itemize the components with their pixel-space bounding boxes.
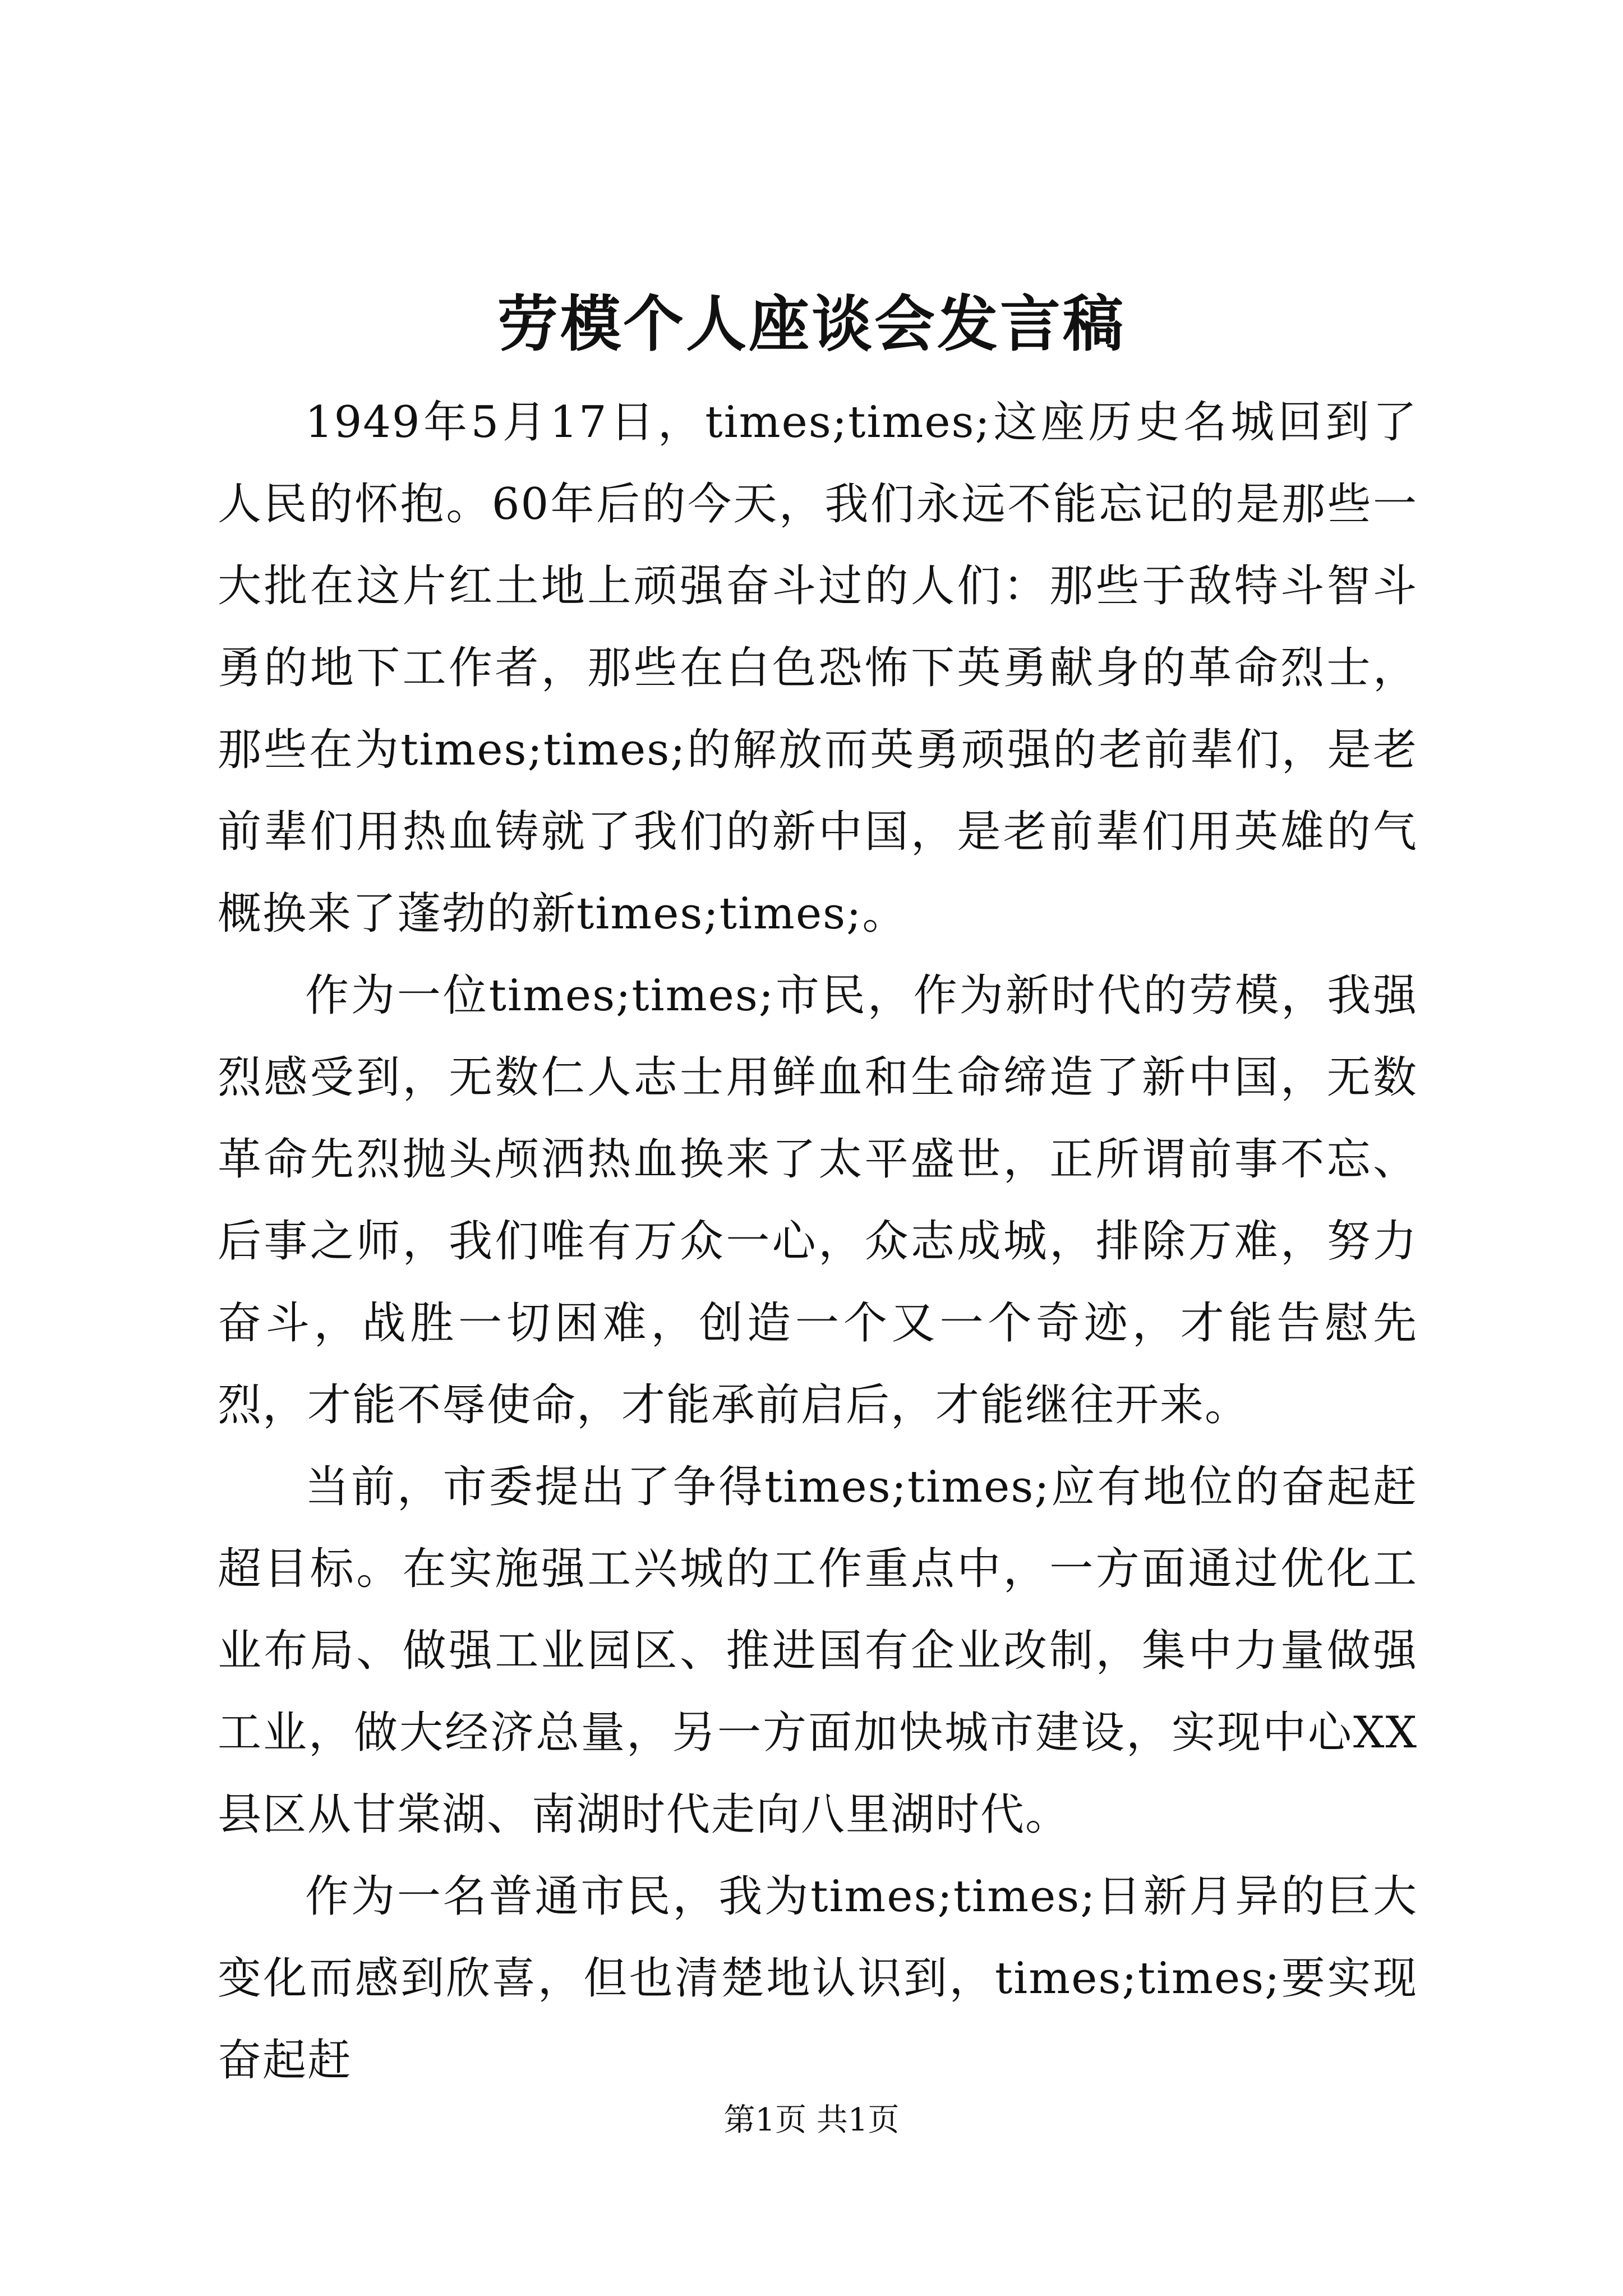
paragraph-3: 当前，市委提出了争得times;times;应有地位的奋起赶超目标。在实施强工兴城的工作重点中，一方面通过优化工业布局、做强工业园区、推进国有企业改制，集中力量做强工业，做大经济总量，另一方面加快城市建设，实现中心XX县区从甘棠湖、南湖时代走向八里湖时代。 (218, 1462, 1418, 1840)
document-title: 劳模个人座谈会发言稿 (497, 289, 1126, 360)
page-footer: 第1页 共1页 (723, 2102, 900, 2138)
document-body (218, 381, 1418, 2101)
paragraph-2: 作为一位times;times;市民，作为新时代的劳模，我强烈感受到，无数仁人志士用鲜血和生命缔造了新中国，无数革命先烈抛头颅洒热血换来了太平盛世，正所谓前事不忘、后事之师，我们唯有万众一心，众志成城，排除万难，努力奋斗，战胜一切困难，创造一个又一个奇迹，才能告慰先烈，才能不辱使命，才能承前启后，才能继往开来。 (218, 970, 1418, 1430)
paragraph-4: 作为一名普通市民，我为times;times;日新月异的巨大变化而感到欣喜，但也清楚地认识到，times;times;要实现奋起赶 (218, 1871, 1418, 2086)
paragraph-1: 1949年5月17日，times;times;这座历史名城回到了人民的怀抱。60年后的今天，我们永远不能忘记的是那些一大批在这片红土地上顽强奋斗过的人们：那些于敌特斗智斗勇的地下工作者，那些在白色恐怖下英勇献身的革命烈士，那些在为times;times;的解放而英勇顽强的老前辈们，是老前辈们用热血铸就了我们的新中国，是老前辈们用英雄的气概换来了蓬勃的新times;times;。 (218, 397, 1418, 939)
